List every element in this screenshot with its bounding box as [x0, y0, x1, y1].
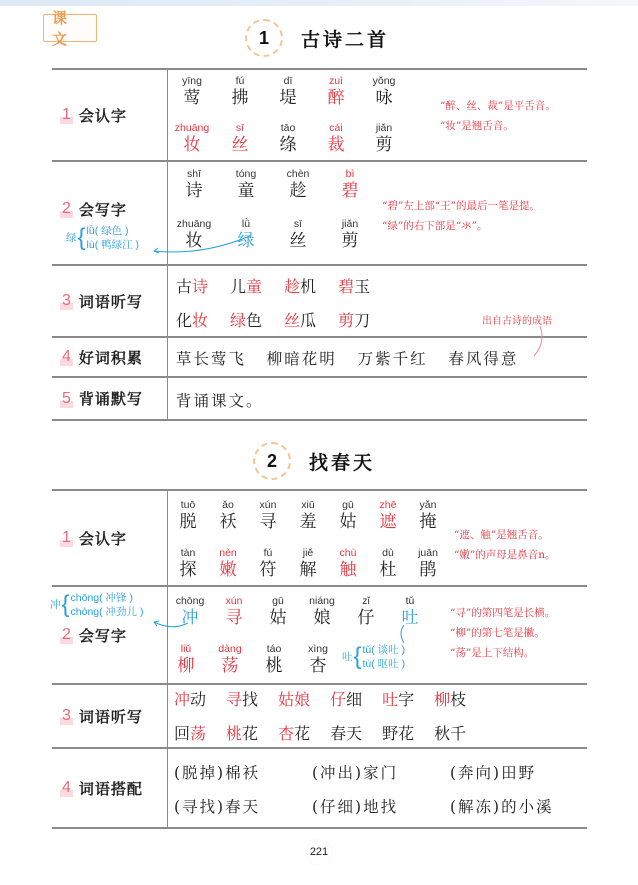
pinyin: chèn — [286, 168, 310, 180]
row-matching — [52, 749, 587, 829]
hanzi: 探 — [179, 560, 197, 580]
char-line — [168, 595, 432, 629]
row-number: 1 — [62, 529, 71, 546]
character-cell — [360, 122, 408, 156]
pinyin: niáng — [309, 595, 335, 607]
dictation-word: 吐字 — [382, 690, 415, 709]
hanzi: 遮 — [379, 512, 397, 532]
hanzi: 裁 — [327, 135, 345, 155]
hanzi: 解 — [299, 560, 317, 580]
hanzi: 冲 — [181, 608, 199, 628]
hanzi: 荡 — [221, 656, 239, 676]
row-title: 词语听写 — [78, 292, 143, 311]
character-cell — [312, 122, 360, 156]
pinyin: fú — [263, 547, 273, 559]
pinyin: gū — [272, 595, 284, 607]
hanzi: 袄 — [219, 512, 237, 532]
dictation-word: 绿色 — [230, 311, 263, 330]
row-content — [168, 338, 587, 376]
pinyin: dù — [382, 547, 394, 559]
row-content — [168, 70, 587, 160]
dictation-word: 趁机 — [284, 277, 317, 296]
row-content — [168, 685, 587, 747]
pinyin: yǎn — [419, 499, 437, 511]
character-cell — [164, 643, 208, 677]
character-cell — [252, 643, 296, 677]
row-title: 会写字 — [78, 200, 127, 219]
arrow-icon — [152, 617, 192, 633]
character-cell — [248, 499, 288, 533]
character-cell — [168, 499, 208, 533]
pinyin: lǜ — [241, 218, 251, 230]
annotation-note: “醉、丝、裁”是平舌音。 “妆”是翘舌音。 — [440, 100, 556, 132]
pair-line — [174, 761, 588, 783]
row-label — [52, 491, 168, 585]
character-cell — [208, 547, 248, 581]
lesson-2-heading — [253, 442, 375, 480]
character-cell — [168, 547, 208, 581]
hanzi: 绿 — [237, 231, 255, 251]
phrase: (冲出)家门 — [312, 764, 399, 782]
character-cell — [328, 499, 368, 533]
annotation-note: “遮、触”是翘舌音。 “嫩”的声母是鼻音n。 — [454, 529, 556, 561]
hanzi: 娘 — [313, 608, 331, 628]
phrase: (脱掉)棉袄 — [174, 764, 261, 782]
hanzi: 羞 — [299, 512, 317, 532]
dictation-word: 姑娘 — [278, 690, 311, 709]
row-number: 2 — [62, 200, 71, 217]
row-number: 5 — [62, 389, 71, 407]
row-content — [168, 266, 587, 336]
row-recognize — [52, 491, 587, 587]
dictation-word: 野花 — [382, 724, 415, 743]
character-cell — [216, 75, 264, 109]
dictation-word: 柳枝 — [434, 690, 467, 709]
lesson-1-table — [52, 68, 587, 421]
word-line — [176, 274, 392, 297]
row-content — [168, 491, 587, 585]
annotation-note: 出自古诗的成语 — [482, 316, 552, 327]
phrase: (解冻)的小溪 — [450, 798, 554, 816]
char-line — [164, 643, 340, 677]
char-line — [168, 122, 408, 156]
hanzi: 趁 — [289, 181, 307, 201]
row-number: 3 — [62, 292, 71, 309]
lesson-1-heading — [245, 19, 389, 57]
lesson-title: 古诗二首 — [301, 28, 390, 51]
lesson-number-badge: 1 — [245, 19, 283, 57]
character-cell — [220, 168, 272, 202]
row-title: 会认字 — [78, 529, 127, 548]
pinyin: jiǎn — [341, 218, 359, 230]
char-line — [168, 547, 448, 581]
arrow-icon — [530, 324, 550, 360]
pinyin: chù — [339, 547, 357, 559]
recite-text: 背诵课文。 — [176, 392, 264, 410]
good-words-text: 草长莺飞 柳暗花明 万紫千红 春风得意 — [176, 350, 519, 368]
pinyin: sī — [293, 218, 303, 230]
hanzi: 杏 — [309, 656, 327, 676]
character-cell — [408, 499, 448, 533]
hanzi: 触 — [339, 560, 357, 580]
character-cell — [388, 595, 432, 629]
character-cell — [328, 547, 368, 581]
pinyin: jiǎn — [375, 122, 393, 134]
hanzi: 拂 — [231, 88, 249, 108]
row-number: 4 — [62, 779, 71, 796]
row-content — [168, 749, 587, 827]
row-label — [52, 70, 168, 160]
dictation-word: 桃花 — [226, 724, 259, 743]
pinyin: bì — [345, 168, 355, 180]
character-cell — [264, 75, 312, 109]
pinyin: táo — [266, 643, 282, 655]
row-number: 1 — [62, 106, 71, 123]
pinyin: gū — [342, 499, 354, 511]
row-label — [52, 266, 168, 336]
hanzi: 姑 — [269, 608, 287, 628]
phrase: (奔向)田野 — [450, 764, 537, 782]
dictation-word: 仔细 — [330, 690, 363, 709]
pinyin: juān — [418, 547, 438, 559]
dictation-word: 寻找 — [226, 690, 259, 709]
char-line — [168, 75, 408, 109]
pinyin: xún — [259, 499, 277, 511]
pinyin: xiū — [301, 499, 315, 511]
row-number: 4 — [62, 348, 71, 365]
dictation-word: 丝瓜 — [284, 311, 317, 330]
pinyin: shī — [186, 168, 201, 180]
hanzi: 莺 — [183, 88, 201, 108]
character-cell — [168, 168, 220, 202]
dictation-word: 秋千 — [434, 724, 467, 743]
dictation-word: 春天 — [330, 724, 363, 743]
pinyin: yǒng — [372, 75, 396, 87]
hanzi: 符 — [259, 560, 277, 580]
annotation-note: “碧”左上部“王”的最后一笔是提。 “绿”的右下部是“氺”。 — [382, 200, 540, 232]
character-cell — [208, 499, 248, 533]
hanzi: 嫩 — [219, 560, 237, 580]
character-cell — [324, 218, 376, 252]
pinyin: tóng — [235, 168, 257, 180]
hanzi: 堤 — [279, 88, 297, 108]
hanzi: 仔 — [357, 608, 375, 628]
arrow-icon — [396, 623, 410, 645]
hanzi: 剪 — [375, 135, 393, 155]
hanzi: 杜 — [379, 560, 397, 580]
lesson-number-badge: 2 — [253, 442, 291, 480]
pinyin: zuì — [328, 75, 343, 87]
character-cell — [272, 218, 324, 252]
character-cell — [168, 75, 216, 109]
dictation-word: 杏花 — [278, 724, 311, 743]
dictation-word: 剪刀 — [338, 311, 371, 330]
row-title: 词语听写 — [78, 707, 143, 726]
row-content — [168, 587, 587, 683]
character-cell — [368, 547, 408, 581]
row-label — [52, 749, 168, 827]
pinyin: jiě — [302, 547, 314, 559]
section-tag: 课文 — [43, 14, 97, 42]
row-write — [52, 162, 587, 266]
character-cell — [408, 547, 448, 581]
dictation-word: 古诗 — [176, 277, 209, 296]
row-title: 会认字 — [78, 106, 127, 125]
character-cell — [368, 499, 408, 533]
character-cell — [296, 643, 340, 677]
pinyin: zhuāng — [174, 122, 210, 134]
character-cell — [248, 547, 288, 581]
dictation-word: 儿童 — [230, 277, 263, 296]
pinyin: liǔ — [180, 643, 192, 655]
polyphone-annotation: 冲 { chōng( 冲锋 ) chòng( 冲劲儿 ) — [50, 591, 144, 618]
pinyin: ǎo — [222, 499, 234, 511]
char-line — [168, 499, 448, 533]
dictation-word: 化妆 — [176, 311, 209, 330]
pinyin: cái — [329, 122, 343, 134]
lesson-title: 找春天 — [309, 451, 376, 474]
character-cell — [312, 75, 360, 109]
character-cell — [168, 122, 216, 156]
polyphone-annotation: 绿 { lǜ( 绿色 ) lù( 鸭绿江 ) — [66, 224, 140, 251]
character-cell — [208, 643, 252, 677]
row-title: 背诵默写 — [78, 390, 143, 408]
row-recite — [52, 378, 587, 421]
pinyin: tuō — [180, 499, 196, 511]
hanzi: 妆 — [183, 135, 201, 155]
word-line — [174, 721, 486, 744]
pinyin: zhuāng — [176, 218, 212, 230]
hanzi: 童 — [237, 181, 255, 201]
lesson-2-table — [52, 489, 587, 829]
hanzi: 鹃 — [419, 560, 437, 580]
hanzi: 桃 — [265, 656, 283, 676]
character-cell — [264, 122, 312, 156]
hanzi: 咏 — [375, 88, 393, 108]
char-line — [168, 168, 376, 202]
pinyin: chōng — [175, 595, 205, 607]
pinyin: xún — [225, 595, 243, 607]
row-recognize — [52, 70, 587, 162]
hanzi: 寻 — [259, 512, 277, 532]
hanzi: 掩 — [419, 512, 437, 532]
pinyin: xìng — [308, 643, 328, 655]
row-title: 好词积累 — [78, 348, 143, 367]
row-label — [52, 378, 168, 419]
pinyin: tāo — [280, 122, 296, 134]
word-line — [176, 308, 392, 331]
polyphone-annotation: 吐 { tǔ( 谈吐 ) tù( 呕吐 ) — [342, 643, 406, 670]
pinyin: yīng — [182, 75, 202, 87]
row-number: 2 — [62, 626, 71, 643]
pinyin: sī — [235, 122, 245, 134]
hanzi: 寻 — [225, 608, 243, 628]
row-label — [52, 685, 168, 747]
hanzi: 妆 — [185, 231, 203, 251]
row-good-words — [52, 338, 587, 378]
annotation-note: “寻”的第四笔是长横。 “柳”的第七笔是撇。 “荡”是上下结构。 — [450, 607, 556, 659]
character-cell — [256, 595, 300, 629]
character-cell — [344, 595, 388, 629]
hanzi: 吐 — [401, 608, 419, 628]
character-cell — [216, 122, 264, 156]
pinyin: dàng — [218, 643, 242, 655]
character-cell — [288, 499, 328, 533]
dictation-word: 冲动 — [174, 690, 207, 709]
character-cell — [272, 168, 324, 202]
hanzi: 醉 — [327, 88, 345, 108]
hanzi: 姑 — [339, 512, 357, 532]
character-cell — [324, 168, 376, 202]
hanzi: 绦 — [279, 135, 297, 155]
pinyin: nèn — [219, 547, 237, 559]
row-dictation — [52, 685, 587, 749]
pair-line — [174, 795, 588, 817]
character-cell — [212, 595, 256, 629]
row-content — [168, 378, 587, 419]
row-dictation — [52, 266, 587, 338]
pinyin: tàn — [180, 547, 196, 559]
pinyin: zhē — [379, 499, 397, 511]
top-band — [0, 0, 638, 6]
row-write — [52, 587, 587, 685]
hanzi: 柳 — [177, 656, 195, 676]
hanzi: 丝 — [289, 231, 307, 251]
hanzi: 碧 — [341, 181, 359, 201]
character-cell — [360, 75, 408, 109]
character-cell — [300, 595, 344, 629]
row-title: 词语搭配 — [78, 779, 143, 798]
word-line — [174, 687, 486, 710]
phrase: (寻找)春天 — [174, 798, 261, 816]
hanzi: 诗 — [185, 181, 203, 201]
pinyin: dī — [283, 75, 293, 87]
pinyin: fú — [235, 75, 245, 87]
row-number: 3 — [62, 707, 71, 724]
row-label — [52, 338, 168, 376]
phrase: (仔细)地找 — [312, 798, 399, 816]
page-number: 221 — [305, 838, 333, 866]
dictation-word: 碧玉 — [338, 277, 371, 296]
character-cell — [288, 547, 328, 581]
pinyin: tǔ — [405, 595, 415, 607]
arrow-icon — [152, 232, 262, 257]
hanzi: 脱 — [179, 512, 197, 532]
row-title: 会写字 — [78, 626, 127, 645]
pinyin: zǐ — [362, 595, 370, 607]
dictation-word: 回荡 — [174, 724, 207, 743]
hanzi: 丝 — [231, 135, 249, 155]
hanzi: 剪 — [341, 231, 359, 251]
